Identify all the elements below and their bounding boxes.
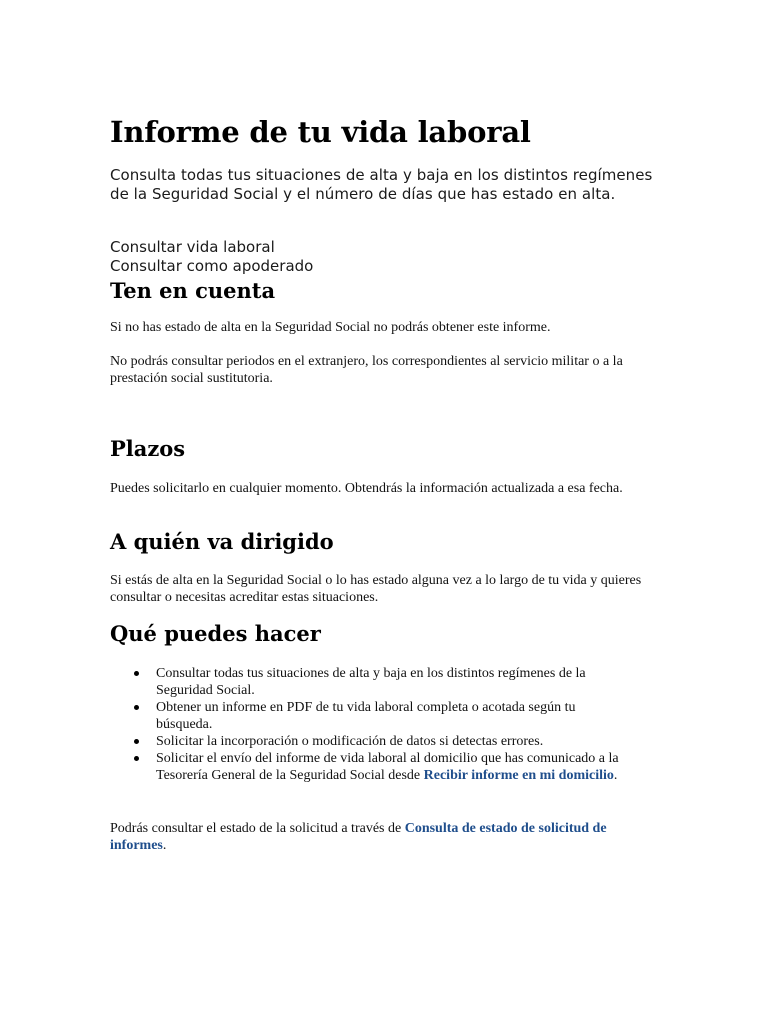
list-item-text: Solicitar la incorporación o modificación de datos si detectas errores. <box>156 734 544 749</box>
consult-work-life-link[interactable]: Consultar vida laboral <box>110 238 275 256</box>
dirigido-p1: Si estás de alta en la Seguridad Social o lo has estado alguna vez a lo largo de tu vida y quieres consultar o necesitas acreditar estas situaciones. <box>110 573 642 605</box>
actions-block <box>110 238 313 276</box>
list-item <box>110 665 630 699</box>
intro-text: Consulta todas tus situaciones de alta y baja en los distintos regímenes de la Seguridad Social y el número de días que has estado en alta. <box>110 166 653 203</box>
list-item-end: . <box>613 768 618 783</box>
bullet-icon <box>134 756 139 761</box>
list-item-text: Obtener un informe en PDF de tu vida laboral completa o acotada según tu búsqueda. <box>156 700 576 732</box>
footer-text: Podrás consultar el estado de la solicitud a través de <box>110 821 405 836</box>
footer-end: . <box>162 838 167 853</box>
bullet-icon <box>134 739 139 744</box>
consulta-estado-solicitud-link[interactable]: Consulta de estado de solicitud de informes <box>110 821 607 853</box>
list-item-text: Consultar todas tus situaciones de alta y baja en los distintos regímenes de la Seguridad Social. <box>156 666 586 698</box>
list-item-text: Solicitar el envío del informe de vida laboral al domicilio que has comunicado a la Tesorería General de la Seguridad Social desde <box>156 751 619 783</box>
bullet-icon <box>134 671 139 676</box>
page-title: Informe de tu vida laboral <box>110 115 531 149</box>
ten-en-cuenta-p1: Si no has estado de alta en la Seguridad Social no podrás obtener este informe. <box>110 320 551 335</box>
plazos-p1: Puedes solicitarlo en cualquier momento. Obtendrás la información actualizada a esa fecha. <box>110 481 623 496</box>
consult-as-proxy-link[interactable]: Consultar como apoderado <box>110 257 314 275</box>
list-item <box>110 733 630 750</box>
recibir-informe-domicilio-link[interactable]: Recibir informe en mi domicilio <box>423 768 614 783</box>
list-item <box>110 699 630 733</box>
heading-que-puedes-hacer: Qué puedes hacer <box>110 621 321 646</box>
footer-paragraph <box>110 820 658 854</box>
bullet-icon <box>134 705 139 710</box>
heading-plazos: Plazos <box>110 436 186 461</box>
list-item <box>110 750 630 784</box>
actions-list <box>110 665 630 784</box>
heading-ten-en-cuenta: Ten en cuenta <box>110 278 276 303</box>
ten-en-cuenta-p2: No podrás consultar periodos en el extranjero, los correspondientes al servicio militar o a la prestación social sustitutoria. <box>110 354 623 386</box>
heading-a-quien-va-dirigido: A quién va dirigido <box>110 529 334 554</box>
